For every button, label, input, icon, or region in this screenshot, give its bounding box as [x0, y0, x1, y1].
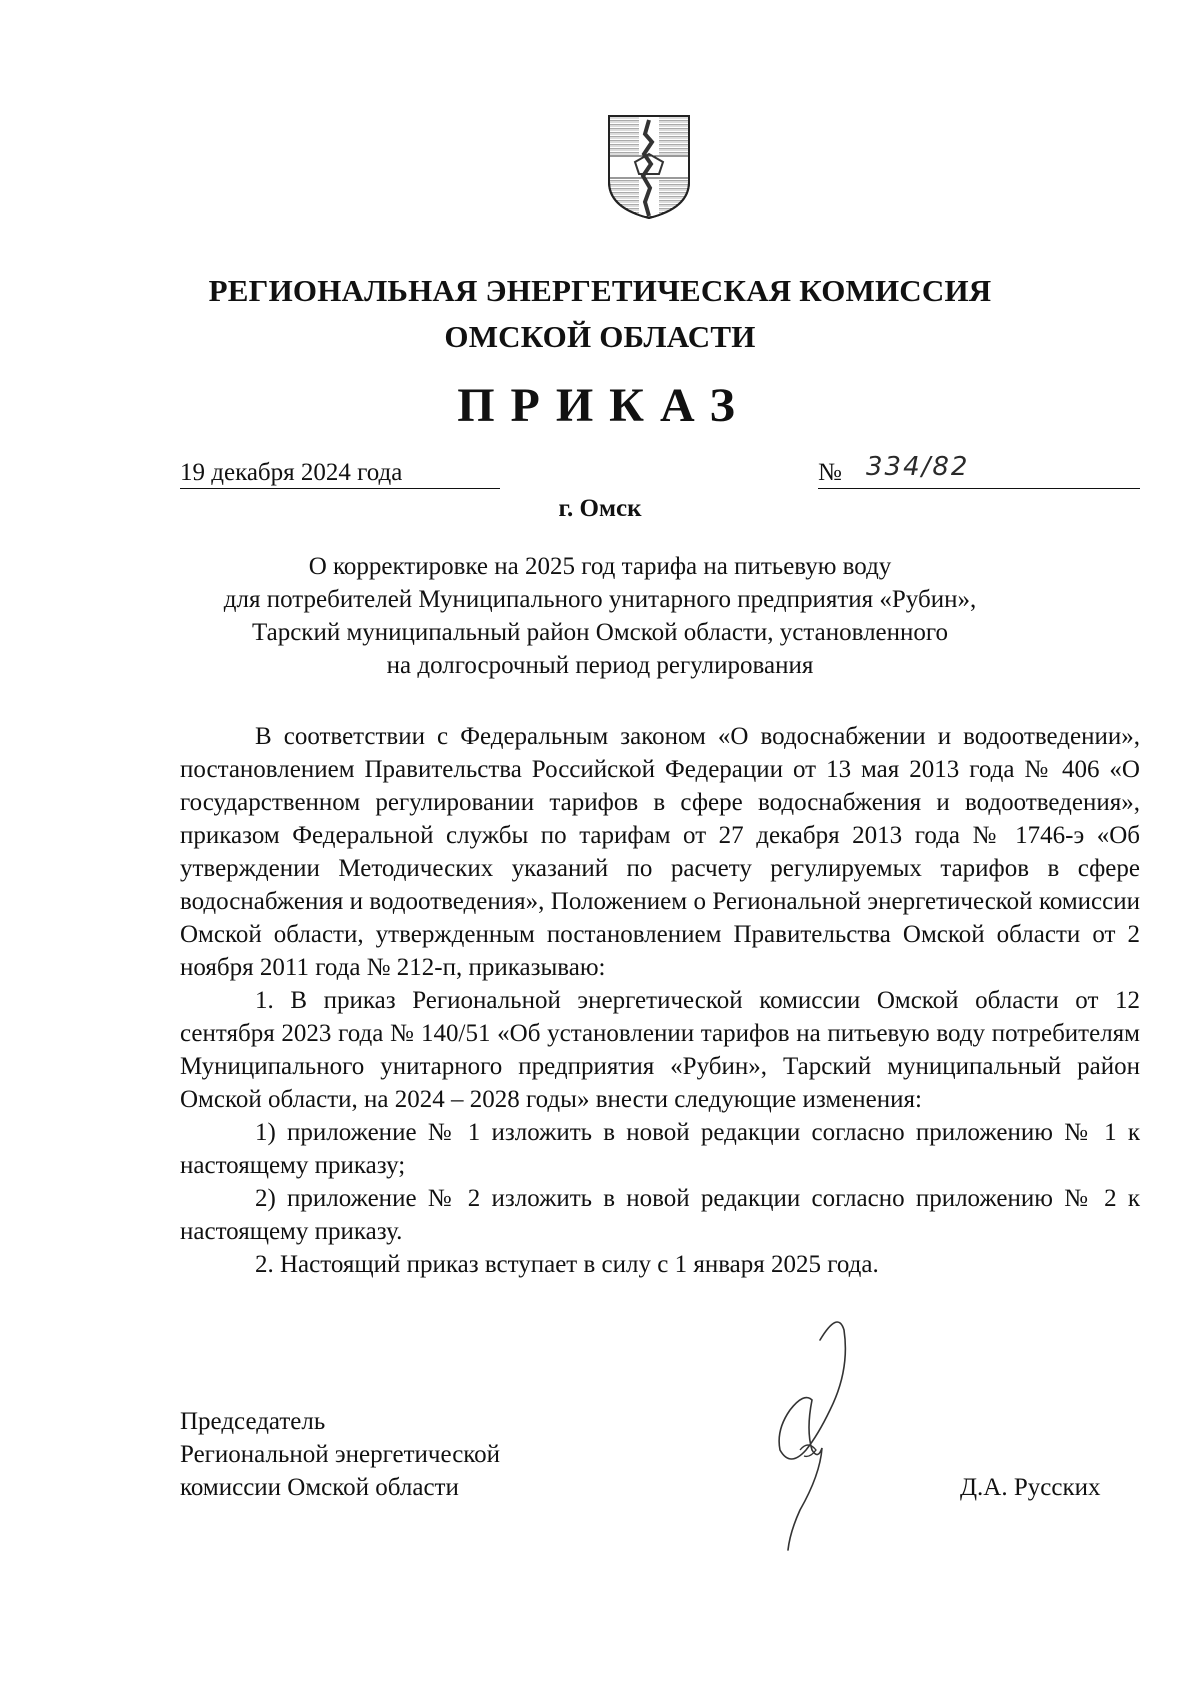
subject-line: для потребителей Муниципального унитарного предприятия «Рубин», — [223, 586, 977, 613]
signatory-title — [180, 1405, 500, 1504]
item-1-2-paragraph: 2) приложение № 2 изложить в новой редакции согласно приложению № 2 к настоящему приказу. — [180, 1185, 1140, 1245]
document-type-title: ПРИКАЗ — [457, 379, 751, 432]
handwritten-signature — [760, 1300, 890, 1560]
signatory-title-line: Региональной энергетической — [180, 1441, 501, 1468]
signatory-title-line: комиссии Омской области — [180, 1474, 459, 1501]
subject-line: на долгосрочный период регулирования — [386, 652, 814, 679]
number-sign: № — [818, 459, 842, 486]
coat-of-arms-icon — [605, 112, 693, 222]
subject-line: Тарский муниципальный район Омской области, установленного — [251, 619, 949, 646]
signatory-name: Д.А. Русских — [960, 1474, 1101, 1501]
organization-name-line1: РЕГИОНАЛЬНАЯ ЭНЕРГЕТИЧЕСКАЯ КОМИССИЯ — [208, 273, 992, 308]
document-subject — [150, 550, 1050, 682]
preamble-paragraph: В соответствии с Федеральным законом «О водоснабжении и водоотведении», постановлением Правительства Российской Федерации от 13 мая 2013 года № 406 «О государственном регулировании тарифов в сфере водоснабжения и водоотведения», приказом Федеральной службы по тарифам от 27 декабря 2013 года № 1746-э «Об утверждении Методических указаний по расчету регулируемых тарифов в сфере водоснабжения и водоотведения», Положением о Региональной энергетической комиссии Омской области, утвержденным постановлением Правительства Омской области от 2 ноября 2011 года № 212-п, приказываю: — [180, 723, 1140, 981]
item-1-paragraph: 1. В приказ Региональной энергетической комиссии Омской области от 12 сентября 2023 года № 140/51 «Об установлении тарифов на питьевую воду потребителям Муниципального унитарного предприятия «Рубин», Тарский муниципальный район Омской области, на 2024 – 2028 годы» внести следующие изменения: — [180, 987, 1140, 1113]
document-city: г. Омск — [558, 495, 642, 522]
item-1-1-paragraph: 1) приложение № 1 изложить в новой редакции согласно приложению № 1 к настоящему приказу; — [180, 1119, 1140, 1179]
signatory-title-line: Председатель — [180, 1408, 326, 1435]
document-date: 19 декабря 2024 года — [180, 458, 500, 489]
item-2-paragraph: 2. Настоящий приказ вступает в силу с 1 января 2025 года. — [255, 1251, 879, 1278]
organization-name-line2: ОМСКОЙ ОБЛАСТИ — [444, 319, 756, 354]
subject-line: О корректировке на 2025 год тарифа на питьевую воду — [308, 553, 892, 580]
number-value: 334/82 — [866, 452, 970, 482]
document-number — [818, 452, 1140, 489]
document-body — [180, 720, 1140, 1281]
